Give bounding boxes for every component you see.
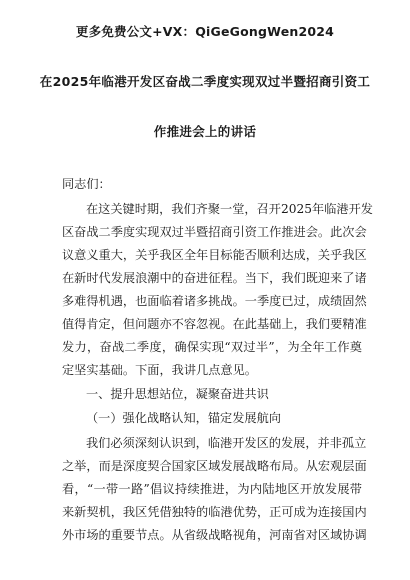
paragraph-line: 我们必须深刻认识到，临港开发区的发展，并非孤立 bbox=[86, 436, 367, 450]
promo-header: 更多免费公文+VX：QiGeGongWen2024 bbox=[75, 24, 335, 39]
paragraph-line: 多难得机遇，也面临着诸多挑战。一季度已过，成绩固然 bbox=[62, 294, 367, 308]
paragraph-line: 之举，而是深度契合国家区域发展战略布局。从宏观层面 bbox=[62, 459, 367, 473]
paragraph-line: 定坚实基础。下面，我讲几点意见。 bbox=[62, 363, 257, 377]
paragraph-line: 发力，奋战二季度，确保实现“双过半”，为全年工作奠 bbox=[62, 340, 362, 354]
paragraph-line: 看，“一带一路”倡议持续推进，为内陆地区开放发展带 bbox=[62, 482, 362, 496]
paragraph-line: 来新契机，我区凭借独特的临港优势，正可成为连接国内 bbox=[62, 505, 367, 519]
section-heading: 一、提升思想站位，凝聚奋进共识 bbox=[86, 387, 269, 401]
subsection-heading: （一）强化战略认知，锚定发展航向 bbox=[86, 411, 281, 425]
paragraph-line: 值得肯定，但问题亦不容忽视。在此基础上，我们要精准 bbox=[62, 317, 367, 331]
paragraph-line: 在新时代发展浪潮中的奋进征程。当下，我们既迎来了诸 bbox=[62, 271, 367, 285]
paragraph-line: 在这关键时期，我们齐聚一堂，召开2025年临港开发 bbox=[86, 202, 373, 216]
paragraph-line: 区奋战二季度实现双过半暨招商引资工作推进会。此次会 bbox=[62, 225, 367, 239]
paragraph-line: 外市场的重要节点。从省级战略视角，河南省对区域协调 bbox=[62, 528, 367, 542]
document-title-line-2: 作推进会上的讲话 bbox=[153, 124, 257, 139]
document-title-line-1: 在2025年临港开发区奋战二季度实现双过半暨招商引资工 bbox=[39, 74, 371, 89]
salutation: 同志们： bbox=[62, 177, 111, 191]
paragraph-line: 议意义重大，关乎我区全年目标能否顺利达成，关乎我区 bbox=[62, 248, 367, 262]
